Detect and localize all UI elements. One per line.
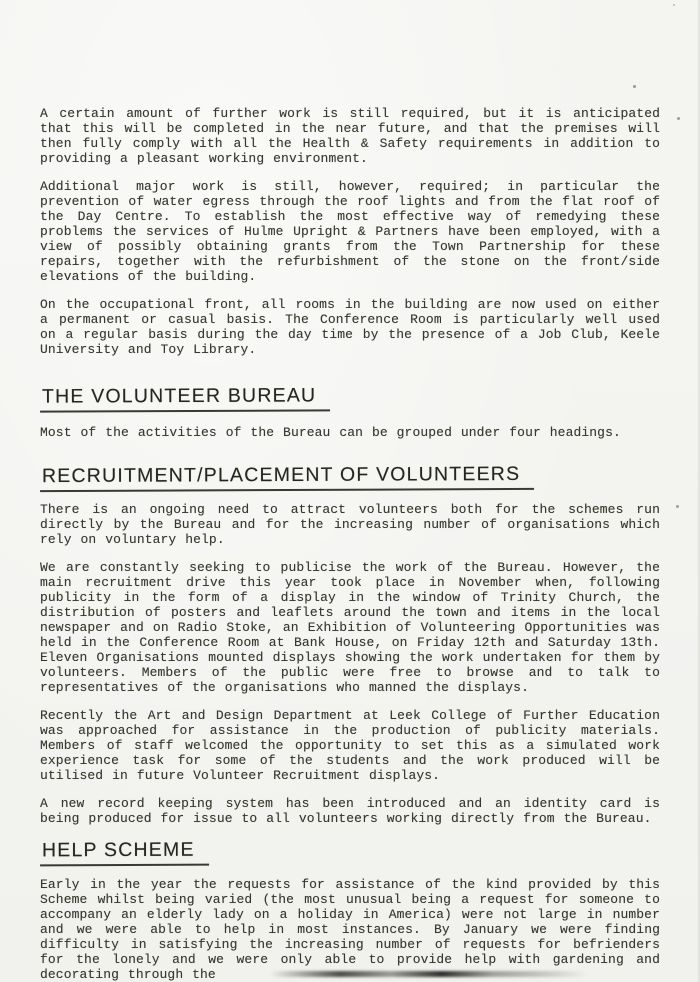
section-heading-recruitment-placement	[40, 464, 660, 491]
paragraph-help-scheme-requests: Early in the year the requests for assistance of the kind provided by this Scheme whilst being varied (the most unusual being a request for someone to accompany an elderly lady on a holiday in America) were not large in number and we were able to help in most instances. By January we were finding difficulty in satisfying the increasing number of requests for befrienders for the lonely and we were only able to provide help with gardening and decorating through the	[40, 877, 660, 982]
section-heading-volunteer-bureau	[40, 385, 660, 412]
paragraph-publicity-exhibition: We are constantly seeking to publicise the work of the Bureau. However, the main recruitment drive this year took place in November when, following publicity in the form of a display in the window of Trinity Church, the distribution of posters and leaflets around the town and items in the local newspaper and on Radio Stoke, an Exhibition of Volunteering Opportunities was held in the Conference Room at Bank House, on Friday 12th and Saturday 13th. Eleven Organisations mounted displays showing the work undertaken for them by volunteers. Members of the public were free to browse and to talk to representatives of the organisations who manned the displays.	[40, 560, 660, 695]
document-body	[40, 106, 660, 982]
paragraph-bureau-activities: Most of the activities of the Bureau can be grouped under four headings.	[40, 425, 621, 440]
scan-speck	[676, 505, 679, 508]
paragraph-further-work: A certain amount of further work is still required, but it is anticipated that this will be completed in the near future, and that the premises will then fully comply with all the Health & Safety requirements in addition to providing a pleasant working environment.	[40, 106, 660, 166]
paragraph-occupational-front: On the occupational front, all rooms in the building are now used on either a permanent or casual basis. The Conference Room is particularly well used on a regular basis during the day time by the presence of a Job Club, Keele University and Toy Library.	[40, 297, 660, 357]
scan-speck	[673, 4, 675, 6]
scan-speck	[677, 117, 680, 120]
paragraph-record-keeping: A new record keeping system has been introduced and an identity card is being produced for issue to all volunteers working directly from the Bureau.	[40, 796, 660, 826]
scan-speck	[633, 85, 636, 88]
paragraph-leek-college: Recently the Art and Design Department at Leek College of Further Education was approached for assistance in the production of publicity materials. Members of staff welcomed the opportunity to set this as a simulated work experience task for some of the students and the work produced will be utilised in future Volunteer Recruitment displays.	[40, 708, 660, 783]
heading-text: RECRUITMENT/PLACEMENT OF VOLUNTEERS	[40, 463, 534, 492]
paragraph-ongoing-need: There is an ongoing need to attract volunteers both for the schemes run directly by the Bureau and for the increasing number of organisations which rely on voluntary help.	[40, 502, 660, 547]
scan-smudge-bottom	[270, 971, 588, 977]
heading-text: HELP SCHEME	[40, 839, 209, 867]
heading-text: THE VOLUNTEER BUREAU	[40, 384, 330, 412]
paragraph-additional-work: Additional major work is still, however, required; in particular the prevention of water egress through the roof lights and from the flat roof of the Day Centre. To establish the most effective way of remedying these problems the services of Hulme Upright & Partners have been employed, with a view of possibly obtaining grants from the Town Partnership for these repairs, together with the refurbishment of the stone on the front/side elevations of the building.	[40, 179, 660, 284]
section-heading-help-scheme	[40, 839, 660, 866]
